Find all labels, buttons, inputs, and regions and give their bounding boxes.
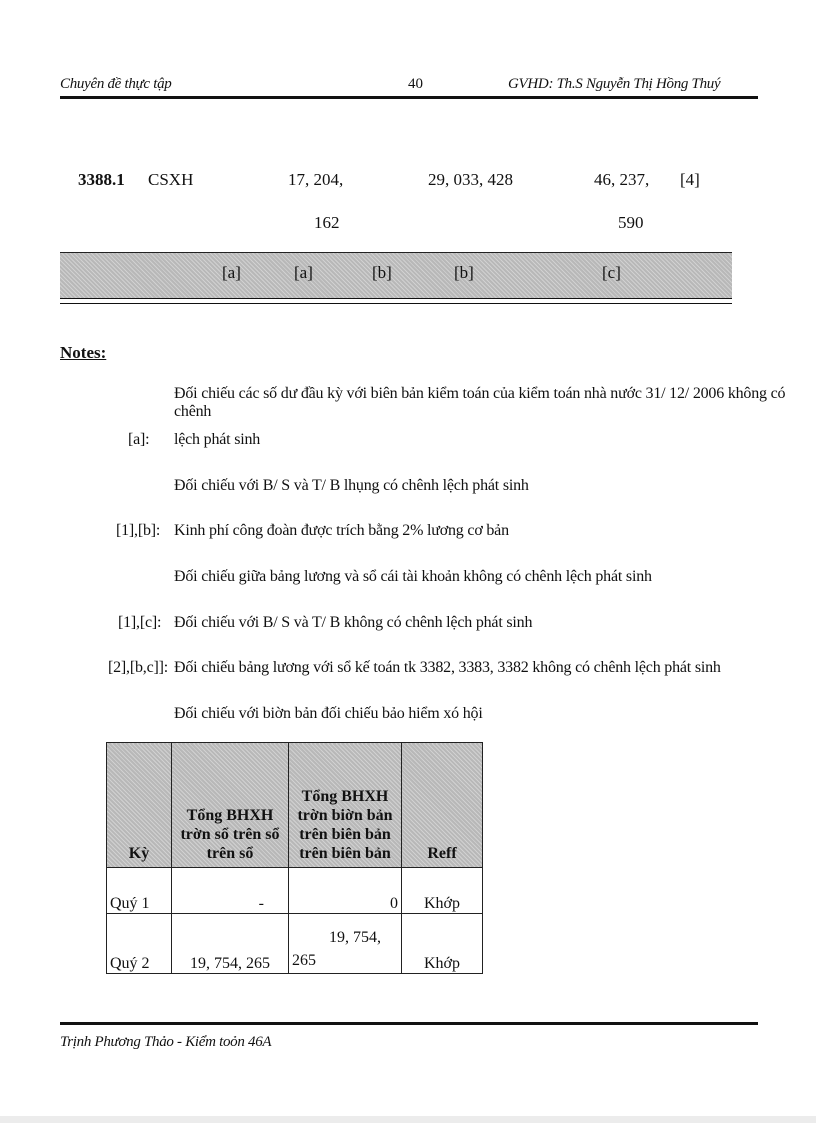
account-name: CSXH <box>148 170 194 189</box>
minutes-value-line2: 265 <box>292 952 316 969</box>
page-bottom-band <box>0 1116 816 1123</box>
closing-balance-line2: 590 <box>618 213 644 232</box>
cell-ref: Khớp <box>402 914 483 974</box>
minutes-value-line1: 19, 754, <box>329 929 381 946</box>
table-header-row <box>107 743 483 868</box>
cell-minutes-total <box>289 914 402 974</box>
tickmark: [a] <box>294 263 313 282</box>
tickmark: [c] <box>602 263 621 282</box>
note-a-label: [a]: <box>128 431 150 448</box>
page-number: 40 <box>408 76 423 92</box>
header-right: GVHD: Th.S Nguyễn Thị Hồng Thuý <box>508 76 721 92</box>
note-b-text: Kinh phí công đoàn được trích bằng 2% lương cơ bản <box>174 522 509 539</box>
cell-ref: Khớp <box>402 868 483 914</box>
header-minutes-total: Tổng BHXH trờn biờn bản trên biên bản trên biên bản <box>289 743 402 868</box>
note-bs-line: Đối chiếu với B/ S và T/ B lhụng có chênh lệch phát sinh <box>174 477 529 494</box>
header-book-total: Tổng BHXH trờn sổ trên sổ trên sổ <box>172 743 289 868</box>
note-a-text-2: lệch phát sinh <box>174 431 261 448</box>
note-b-label: [1],[b]: <box>116 522 161 539</box>
opening-balance-line1: 17, 204, <box>288 170 344 189</box>
note-bc-label: [2],[b,c]]: <box>108 659 168 676</box>
note-bc-text: Đối chiếu bảng lương với sổ kế toán tk 3382, 3383, 3382 không có chênh lệch phát sinh <box>174 659 721 676</box>
row-reference: [4] <box>680 170 700 189</box>
cell-period: Quý 2 <box>107 914 172 974</box>
header-rule <box>60 96 758 99</box>
tickmark: [b] <box>454 263 474 282</box>
tickmark: [a] <box>222 263 241 282</box>
double-rule <box>60 298 732 304</box>
cell-minutes-total: 0 <box>289 868 402 914</box>
movement-value: 29, 033, 428 <box>428 170 513 189</box>
tickmark: [b] <box>372 263 392 282</box>
header-left: Chuyên đề thực tập <box>60 76 172 92</box>
notes-title: Notes: <box>60 343 107 362</box>
note-ledger-line: Đối chiếu giữa bảng lương và sổ cái tài khoản không có chênh lệch phát sinh <box>174 568 652 585</box>
table-row <box>107 868 483 914</box>
note-bhxh-line: Đối chiếu với biờn bản đối chiếu bảo hiểm xó hội <box>174 705 483 722</box>
footer-text: Trịnh Phương Thảo - Kiểm toỏn 46A <box>60 1034 272 1050</box>
opening-balance-line2: 162 <box>314 213 340 232</box>
note-c-text: Đối chiếu với B/ S và T/ B không có chênh lệch phát sinh <box>174 614 533 631</box>
header-period: Kỳ <box>107 743 172 868</box>
footer-rule <box>60 1022 758 1025</box>
account-code: 3388.1 <box>78 170 125 189</box>
table-row <box>107 914 483 974</box>
note-a-text-1: Đối chiếu các số dư đầu kỳ với biên bản kiểm toán của kiểm toán nhà nước 31/ 12/ 2006 không có chênh <box>174 385 786 420</box>
bhxh-reconciliation-table <box>106 742 483 974</box>
tickmark-band <box>60 252 732 299</box>
cell-book-total: 19, 754, 265 <box>172 914 289 974</box>
cell-book-total: - <box>172 868 289 914</box>
note-c-label: [1],[c]: <box>118 614 162 631</box>
cell-period: Quý 1 <box>107 868 172 914</box>
closing-balance-line1: 46, 237, <box>594 170 650 189</box>
header-ref: Reff <box>402 743 483 868</box>
